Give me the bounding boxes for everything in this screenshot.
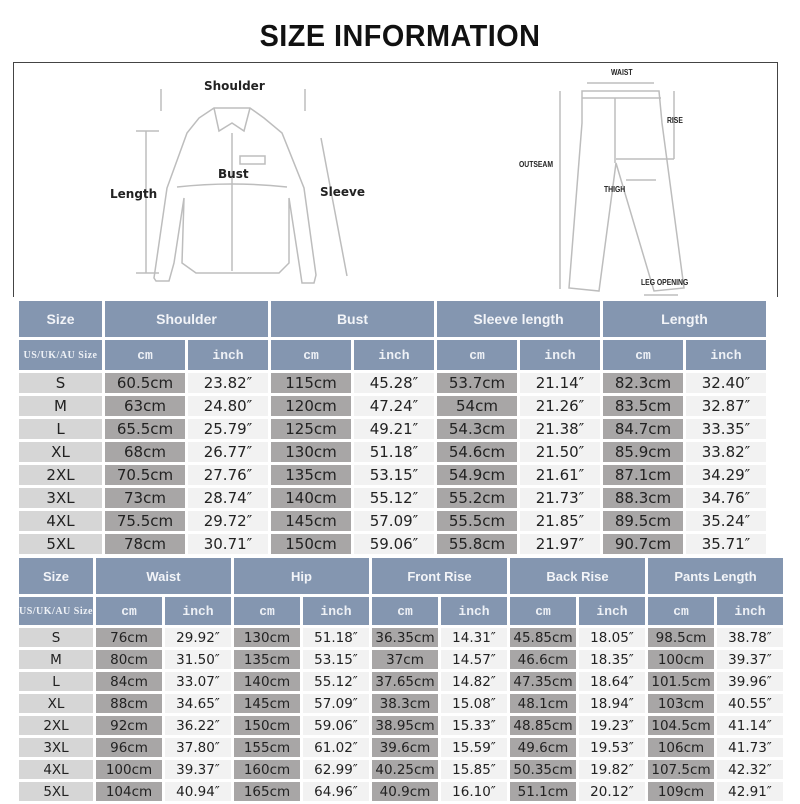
inch-value-cell: 38.78″	[717, 628, 783, 647]
size-cell: XL	[19, 694, 93, 713]
inch-value-cell: 42.91″	[717, 782, 783, 801]
size-cell: 4XL	[19, 760, 93, 779]
inch-value-cell: 18.35″	[579, 650, 645, 669]
inch-value-cell: 21.85″	[520, 511, 600, 531]
size-cell: 5XL	[19, 782, 93, 801]
inch-value-cell: 29.72″	[188, 511, 268, 531]
inch-value-cell: 59.06″	[303, 716, 369, 735]
inch-value-cell: 19.23″	[579, 716, 645, 735]
pants-size-table	[16, 555, 786, 804]
outseam-label: OUTSEAM	[519, 160, 553, 169]
inch-value-cell: 14.82″	[441, 672, 507, 691]
inch-value-cell: 23.82″	[188, 373, 268, 393]
cm-value-cell: 70.5cm	[105, 465, 185, 485]
inch-value-cell: 18.64″	[579, 672, 645, 691]
inch-value-cell: 18.94″	[579, 694, 645, 713]
cm-value-cell: 106cm	[648, 738, 714, 757]
cm-value-cell: 160cm	[234, 760, 300, 779]
cm-value-cell: 104cm	[96, 782, 162, 801]
cm-value-cell: 38.3cm	[372, 694, 438, 713]
table-row	[19, 650, 783, 669]
unit-cm: cm	[603, 340, 683, 370]
cm-value-cell: 125cm	[271, 419, 351, 439]
inch-value-cell: 21.97″	[520, 534, 600, 554]
inch-value-cell: 29.92″	[165, 628, 231, 647]
cm-value-cell: 90.7cm	[603, 534, 683, 554]
inch-value-cell: 36.22″	[165, 716, 231, 735]
table-row	[19, 760, 783, 779]
inch-value-cell: 15.33″	[441, 716, 507, 735]
inch-value-cell: 26.77″	[188, 442, 268, 462]
table-row	[19, 419, 766, 439]
inch-value-cell: 45.28″	[354, 373, 434, 393]
waist-header: Waist	[96, 558, 231, 594]
cm-value-cell: 51.1cm	[510, 782, 576, 801]
waist-label: WAIST	[611, 68, 633, 77]
back-rise-header: Back Rise	[510, 558, 645, 594]
page-title: SIZE INFORMATION	[259, 18, 541, 53]
cm-value-cell: 45.85cm	[510, 628, 576, 647]
unit-inch: inch	[579, 597, 645, 625]
cm-value-cell: 104.5cm	[648, 716, 714, 735]
cm-value-cell: 85.9cm	[603, 442, 683, 462]
cm-value-cell: 36.35cm	[372, 628, 438, 647]
measurement-diagrams	[13, 62, 778, 297]
unit-cm: cm	[437, 340, 517, 370]
cm-value-cell: 65.5cm	[105, 419, 185, 439]
front-rise-header: Front Rise	[372, 558, 507, 594]
cm-value-cell: 49.6cm	[510, 738, 576, 757]
cm-value-cell: 87.1cm	[603, 465, 683, 485]
cm-value-cell: 96cm	[96, 738, 162, 757]
size-system-header: US/UK/AU Size	[19, 597, 93, 625]
inch-value-cell: 34.76″	[686, 488, 766, 508]
cm-value-cell: 103cm	[648, 694, 714, 713]
inch-value-cell: 47.24″	[354, 396, 434, 416]
size-cell: M	[19, 650, 93, 669]
cm-value-cell: 54cm	[437, 396, 517, 416]
unit-inch: inch	[188, 340, 268, 370]
cm-value-cell: 165cm	[234, 782, 300, 801]
cm-value-cell: 150cm	[271, 534, 351, 554]
inch-value-cell: 53.15″	[354, 465, 434, 485]
length-label: Length	[110, 187, 158, 201]
inch-value-cell: 32.87″	[686, 396, 766, 416]
table-row	[19, 465, 766, 485]
inch-value-cell: 14.57″	[441, 650, 507, 669]
table-row	[19, 534, 766, 554]
inch-value-cell: 42.32″	[717, 760, 783, 779]
inch-value-cell: 18.05″	[579, 628, 645, 647]
cm-value-cell: 75.5cm	[105, 511, 185, 531]
inch-value-cell: 24.80″	[188, 396, 268, 416]
size-cell: S	[19, 628, 93, 647]
cm-value-cell: 120cm	[271, 396, 351, 416]
cm-value-cell: 46.6cm	[510, 650, 576, 669]
inch-value-cell: 33.07″	[165, 672, 231, 691]
unit-cm: cm	[648, 597, 714, 625]
inch-value-cell: 39.37″	[165, 760, 231, 779]
cm-value-cell: 55.8cm	[437, 534, 517, 554]
unit-inch: inch	[165, 597, 231, 625]
unit-inch: inch	[717, 597, 783, 625]
size-cell: 2XL	[19, 716, 93, 735]
cm-value-cell: 53.7cm	[437, 373, 517, 393]
inch-value-cell: 32.40″	[686, 373, 766, 393]
inch-value-cell: 41.73″	[717, 738, 783, 757]
inch-value-cell: 21.50″	[520, 442, 600, 462]
cm-value-cell: 83.5cm	[603, 396, 683, 416]
cm-value-cell: 145cm	[271, 511, 351, 531]
unit-inch: inch	[686, 340, 766, 370]
cm-value-cell: 80cm	[96, 650, 162, 669]
cm-value-cell: 109cm	[648, 782, 714, 801]
table-row	[19, 716, 783, 735]
inch-value-cell: 33.82″	[686, 442, 766, 462]
cm-value-cell: 76cm	[96, 628, 162, 647]
group-header-row	[19, 558, 783, 594]
inch-value-cell: 51.18″	[354, 442, 434, 462]
inch-value-cell: 21.26″	[520, 396, 600, 416]
unit-cm: cm	[510, 597, 576, 625]
unit-inch: inch	[520, 340, 600, 370]
cm-value-cell: 84.7cm	[603, 419, 683, 439]
inch-value-cell: 15.08″	[441, 694, 507, 713]
cm-value-cell: 55.2cm	[437, 488, 517, 508]
cm-value-cell: 98.5cm	[648, 628, 714, 647]
size-cell: M	[19, 396, 102, 416]
inch-value-cell: 51.18″	[303, 628, 369, 647]
garment-outline-icon	[14, 63, 779, 298]
cm-value-cell: 130cm	[234, 628, 300, 647]
unit-inch: inch	[303, 597, 369, 625]
inch-value-cell: 39.37″	[717, 650, 783, 669]
cm-value-cell: 115cm	[271, 373, 351, 393]
length-header: Length	[603, 301, 766, 337]
shirt-size-table	[16, 298, 769, 557]
bust-label: Bust	[218, 167, 249, 181]
cm-value-cell: 48.85cm	[510, 716, 576, 735]
cm-value-cell: 54.9cm	[437, 465, 517, 485]
inch-value-cell: 55.12″	[303, 672, 369, 691]
size-header: Size	[19, 301, 102, 337]
size-cell: 3XL	[19, 738, 93, 757]
cm-value-cell: 78cm	[105, 534, 185, 554]
cm-value-cell: 100cm	[96, 760, 162, 779]
cm-value-cell: 92cm	[96, 716, 162, 735]
table-row	[19, 396, 766, 416]
inch-value-cell: 49.21″	[354, 419, 434, 439]
cm-value-cell: 145cm	[234, 694, 300, 713]
cm-value-cell: 40.9cm	[372, 782, 438, 801]
cm-value-cell: 50.35cm	[510, 760, 576, 779]
cm-value-cell: 140cm	[234, 672, 300, 691]
size-system-header: US/UK/AU Size	[19, 340, 102, 370]
unit-cm: cm	[271, 340, 351, 370]
cm-value-cell: 55.5cm	[437, 511, 517, 531]
cm-value-cell: 39.6cm	[372, 738, 438, 757]
cm-value-cell: 68cm	[105, 442, 185, 462]
inch-value-cell: 20.12″	[579, 782, 645, 801]
thigh-label: THIGH	[604, 185, 626, 194]
inch-value-cell: 39.96″	[717, 672, 783, 691]
inch-value-cell: 55.12″	[354, 488, 434, 508]
cm-value-cell: 100cm	[648, 650, 714, 669]
cm-value-cell: 135cm	[271, 465, 351, 485]
unit-inch: inch	[354, 340, 434, 370]
cm-value-cell: 37cm	[372, 650, 438, 669]
inch-value-cell: 57.09″	[303, 694, 369, 713]
table-row	[19, 738, 783, 757]
table-row	[19, 672, 783, 691]
cm-value-cell: 155cm	[234, 738, 300, 757]
cm-value-cell: 84cm	[96, 672, 162, 691]
inch-value-cell: 34.65″	[165, 694, 231, 713]
cm-value-cell: 47.35cm	[510, 672, 576, 691]
cm-value-cell: 60.5cm	[105, 373, 185, 393]
shoulder-header: Shoulder	[105, 301, 268, 337]
table-row	[19, 782, 783, 801]
cm-value-cell: 140cm	[271, 488, 351, 508]
cm-value-cell: 101.5cm	[648, 672, 714, 691]
cm-value-cell: 40.25cm	[372, 760, 438, 779]
sleeve-length-header: Sleeve length	[437, 301, 600, 337]
bust-header: Bust	[271, 301, 434, 337]
table-row	[19, 511, 766, 531]
size-cell: L	[19, 419, 102, 439]
inch-value-cell: 61.02″	[303, 738, 369, 757]
inch-value-cell: 19.82″	[579, 760, 645, 779]
size-cell: 3XL	[19, 488, 102, 508]
inch-value-cell: 40.55″	[717, 694, 783, 713]
size-cell: S	[19, 373, 102, 393]
inch-value-cell: 40.94″	[165, 782, 231, 801]
size-cell: L	[19, 672, 93, 691]
unit-header-row	[19, 340, 766, 370]
size-cell: 4XL	[19, 511, 102, 531]
unit-header-row	[19, 597, 783, 625]
hip-header: Hip	[234, 558, 369, 594]
inch-value-cell: 34.29″	[686, 465, 766, 485]
inch-value-cell: 57.09″	[354, 511, 434, 531]
rise-label: RISE	[667, 116, 683, 125]
inch-value-cell: 21.73″	[520, 488, 600, 508]
inch-value-cell: 28.74″	[188, 488, 268, 508]
inch-value-cell: 31.50″	[165, 650, 231, 669]
inch-value-cell: 14.31″	[441, 628, 507, 647]
cm-value-cell: 48.1cm	[510, 694, 576, 713]
unit-cm: cm	[105, 340, 185, 370]
cm-value-cell: 107.5cm	[648, 760, 714, 779]
inch-value-cell: 30.71″	[188, 534, 268, 554]
cm-value-cell: 38.95cm	[372, 716, 438, 735]
cm-value-cell: 88.3cm	[603, 488, 683, 508]
shoulder-label: Shoulder	[204, 79, 265, 93]
table-row	[19, 488, 766, 508]
inch-value-cell: 21.14″	[520, 373, 600, 393]
inch-value-cell: 59.06″	[354, 534, 434, 554]
inch-value-cell: 41.14″	[717, 716, 783, 735]
inch-value-cell: 37.80″	[165, 738, 231, 757]
cm-value-cell: 63cm	[105, 396, 185, 416]
cm-value-cell: 89.5cm	[603, 511, 683, 531]
size-cell: 2XL	[19, 465, 102, 485]
cm-value-cell: 130cm	[271, 442, 351, 462]
cm-value-cell: 150cm	[234, 716, 300, 735]
cm-value-cell: 54.6cm	[437, 442, 517, 462]
table-row	[19, 442, 766, 462]
inch-value-cell: 35.24″	[686, 511, 766, 531]
cm-value-cell: 54.3cm	[437, 419, 517, 439]
inch-value-cell: 27.76″	[188, 465, 268, 485]
inch-value-cell: 25.79″	[188, 419, 268, 439]
inch-value-cell: 21.61″	[520, 465, 600, 485]
inch-value-cell: 64.96″	[303, 782, 369, 801]
inch-value-cell: 15.85″	[441, 760, 507, 779]
size-cell: 5XL	[19, 534, 102, 554]
pants-length-header: Pants Length	[648, 558, 783, 594]
cm-value-cell: 82.3cm	[603, 373, 683, 393]
inch-value-cell: 16.10″	[441, 782, 507, 801]
unit-inch: inch	[441, 597, 507, 625]
group-header-row	[19, 301, 766, 337]
inch-value-cell: 21.38″	[520, 419, 600, 439]
cm-value-cell: 88cm	[96, 694, 162, 713]
inch-value-cell: 53.15″	[303, 650, 369, 669]
cm-value-cell: 73cm	[105, 488, 185, 508]
unit-cm: cm	[372, 597, 438, 625]
inch-value-cell: 35.71″	[686, 534, 766, 554]
inch-value-cell: 15.59″	[441, 738, 507, 757]
cm-value-cell: 37.65cm	[372, 672, 438, 691]
unit-cm: cm	[234, 597, 300, 625]
leg-opening-label: LEG OPENING	[641, 278, 689, 287]
size-header: Size	[19, 558, 93, 594]
inch-value-cell: 62.99″	[303, 760, 369, 779]
table-row	[19, 628, 783, 647]
sleeve-label: Sleeve	[320, 185, 365, 199]
table-row	[19, 694, 783, 713]
inch-value-cell: 33.35″	[686, 419, 766, 439]
cm-value-cell: 135cm	[234, 650, 300, 669]
table-row	[19, 373, 766, 393]
unit-cm: cm	[96, 597, 162, 625]
inch-value-cell: 19.53″	[579, 738, 645, 757]
size-cell: XL	[19, 442, 102, 462]
